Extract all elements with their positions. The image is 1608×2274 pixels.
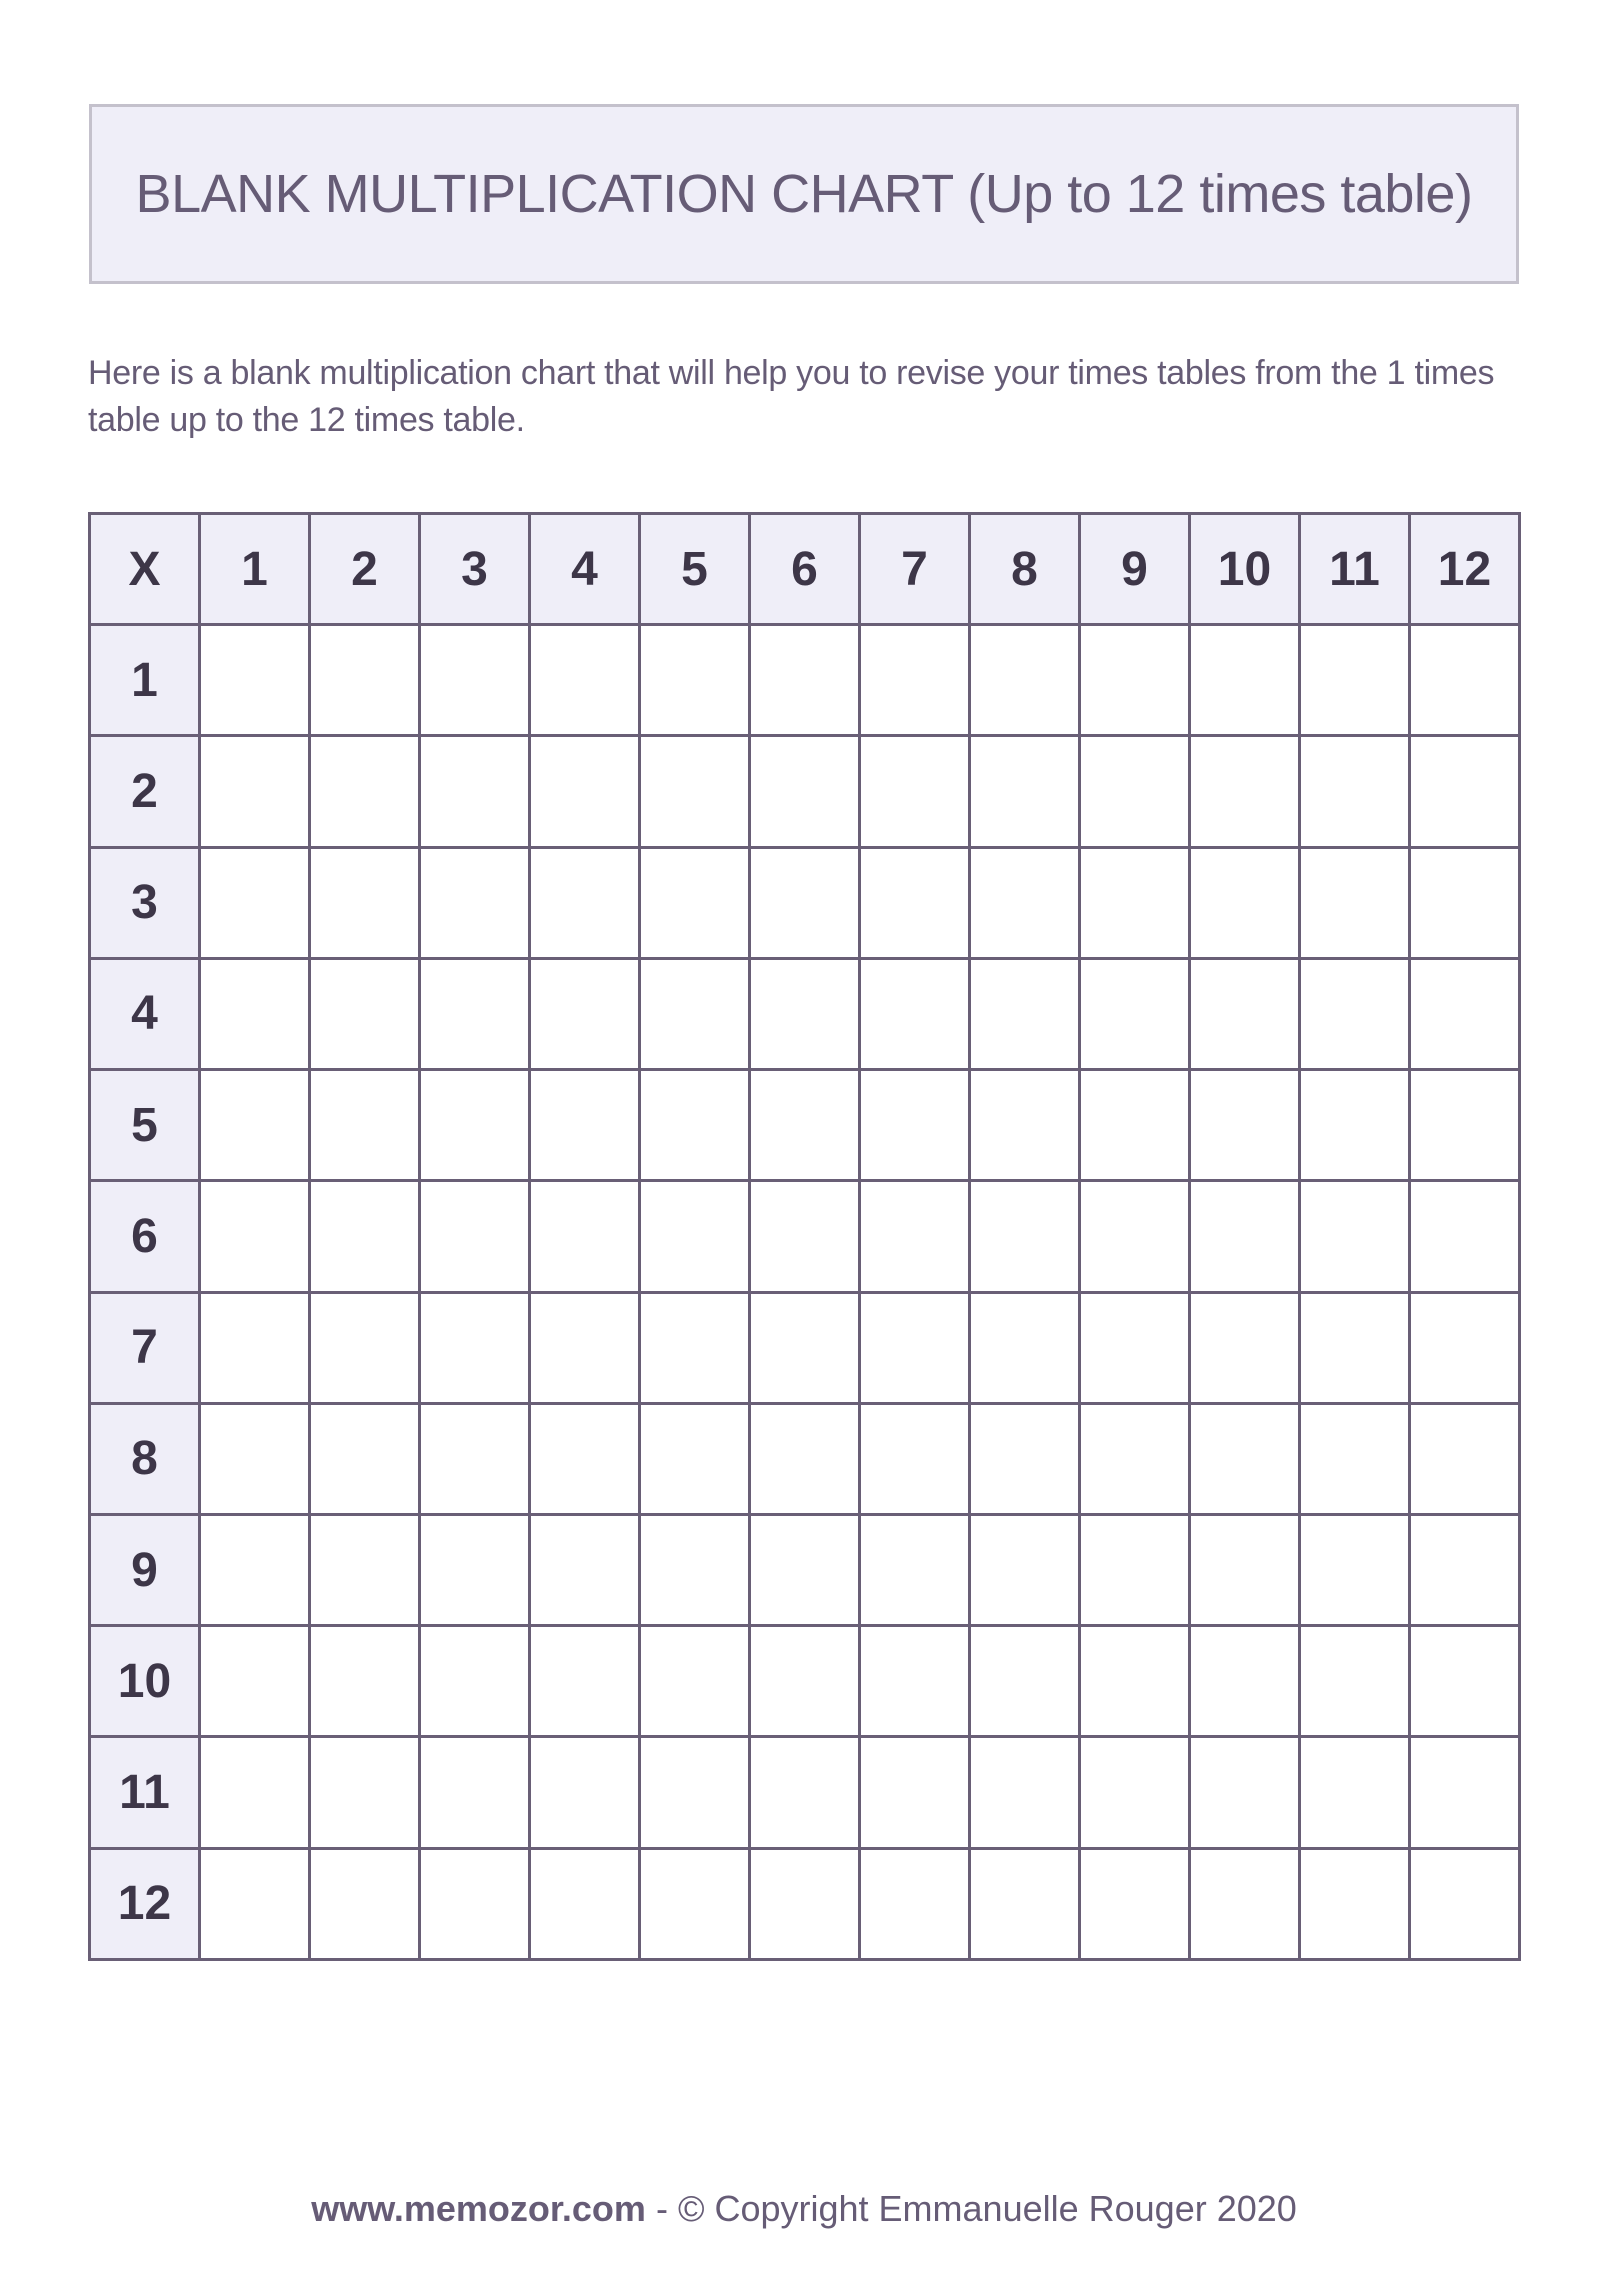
answer-cell[interactable] (530, 1181, 640, 1292)
table-row (90, 958, 1520, 1069)
answer-cell[interactable] (530, 1514, 640, 1625)
answer-cell[interactable] (750, 1070, 860, 1181)
answer-cell[interactable] (860, 1737, 970, 1848)
row-header: 6 (90, 1181, 200, 1292)
answer-cell[interactable] (860, 1403, 970, 1514)
answer-cell[interactable] (530, 1626, 640, 1737)
column-header: 10 (1190, 514, 1300, 625)
answer-cell[interactable] (640, 1626, 750, 1737)
answer-cell[interactable] (1410, 736, 1520, 847)
answer-cell[interactable] (1080, 1070, 1190, 1181)
answer-cell[interactable] (640, 1292, 750, 1403)
column-header: 1 (200, 514, 310, 625)
answer-cell[interactable] (750, 958, 860, 1069)
intro-line-2: table up to the 12 times table. (88, 401, 525, 439)
column-header: 8 (970, 514, 1080, 625)
answer-cell[interactable] (1410, 1181, 1520, 1292)
answer-cell[interactable] (860, 958, 970, 1069)
table-row (90, 1070, 1520, 1181)
answer-cell[interactable] (420, 736, 530, 847)
column-header: 9 (1080, 514, 1190, 625)
answer-cell[interactable] (860, 625, 970, 736)
answer-cell[interactable] (530, 1737, 640, 1848)
answer-cell[interactable] (310, 1626, 420, 1737)
answer-cell[interactable] (750, 736, 860, 847)
answer-cell[interactable] (310, 1181, 420, 1292)
row-header: 11 (90, 1737, 200, 1848)
answer-cell[interactable] (1300, 736, 1410, 847)
answer-cell[interactable] (1300, 1737, 1410, 1848)
answer-cell[interactable] (640, 1181, 750, 1292)
answer-cell[interactable] (970, 1514, 1080, 1625)
answer-cell[interactable] (1300, 1514, 1410, 1625)
answer-cell[interactable] (420, 1737, 530, 1848)
answer-cell[interactable] (970, 625, 1080, 736)
answer-cell[interactable] (200, 1626, 310, 1737)
answer-cell[interactable] (860, 1070, 970, 1181)
answer-cell[interactable] (310, 736, 420, 847)
answer-cell[interactable] (970, 847, 1080, 958)
row-header: 5 (90, 1070, 200, 1181)
answer-cell[interactable] (310, 1514, 420, 1625)
answer-cell[interactable] (640, 1070, 750, 1181)
answer-cell[interactable] (1080, 1626, 1190, 1737)
answer-cell[interactable] (1300, 1403, 1410, 1514)
answer-cell[interactable] (1410, 1737, 1520, 1848)
answer-cell[interactable] (1080, 625, 1190, 736)
answer-cell[interactable] (1080, 1292, 1190, 1403)
answer-cell[interactable] (1300, 1181, 1410, 1292)
table-row (90, 1626, 1520, 1737)
answer-cell[interactable] (970, 1070, 1080, 1181)
answer-cell[interactable] (1080, 847, 1190, 958)
answer-cell[interactable] (310, 847, 420, 958)
column-header: 4 (530, 514, 640, 625)
grid-body (90, 514, 1520, 1960)
answer-cell[interactable] (860, 1181, 970, 1292)
row-header: 4 (90, 958, 200, 1069)
answer-cell[interactable] (310, 958, 420, 1069)
answer-cell[interactable] (1300, 625, 1410, 736)
answer-cell[interactable] (200, 736, 310, 847)
answer-cell[interactable] (750, 1848, 860, 1959)
table-row (90, 736, 1520, 847)
column-header: 3 (420, 514, 530, 625)
answer-cell[interactable] (1300, 847, 1410, 958)
answer-cell[interactable] (310, 1737, 420, 1848)
table-row (90, 1403, 1520, 1514)
answer-cell[interactable] (1080, 1848, 1190, 1959)
answer-cell[interactable] (310, 1403, 420, 1514)
answer-cell[interactable] (1300, 1070, 1410, 1181)
answer-cell[interactable] (200, 1070, 310, 1181)
answer-cell[interactable] (750, 1737, 860, 1848)
multiplication-grid (88, 512, 1521, 1961)
row-header: 2 (90, 736, 200, 847)
answer-cell[interactable] (970, 1181, 1080, 1292)
answer-cell[interactable] (530, 736, 640, 847)
answer-cell[interactable] (1080, 958, 1190, 1069)
answer-cell[interactable] (1300, 1292, 1410, 1403)
row-header: 10 (90, 1626, 200, 1737)
answer-cell[interactable] (750, 1514, 860, 1625)
table-row (90, 1514, 1520, 1625)
answer-cell[interactable] (420, 1070, 530, 1181)
answer-cell[interactable] (750, 1181, 860, 1292)
answer-cell[interactable] (1300, 1848, 1410, 1959)
answer-cell[interactable] (970, 1292, 1080, 1403)
answer-cell[interactable] (1190, 625, 1300, 736)
footer (0, 2188, 1608, 2230)
answer-cell[interactable] (200, 1292, 310, 1403)
answer-cell[interactable] (860, 736, 970, 847)
answer-cell[interactable] (1190, 1181, 1300, 1292)
corner-cell: X (90, 514, 200, 625)
answer-cell[interactable] (970, 1737, 1080, 1848)
row-header: 12 (90, 1848, 200, 1959)
column-header: 12 (1410, 514, 1520, 625)
table-row (90, 1181, 1520, 1292)
table-row (90, 625, 1520, 736)
answer-cell[interactable] (530, 847, 640, 958)
answer-cell[interactable] (1190, 1848, 1300, 1959)
answer-cell[interactable] (750, 1403, 860, 1514)
answer-cell[interactable] (1410, 1514, 1520, 1625)
page-title: BLANK MULTIPLICATION CHART (Up to 12 times table) (135, 164, 1473, 224)
answer-cell[interactable] (640, 1403, 750, 1514)
answer-cell[interactable] (1410, 847, 1520, 958)
table-row (90, 1292, 1520, 1403)
answer-cell[interactable] (200, 1181, 310, 1292)
answer-cell[interactable] (530, 1292, 640, 1403)
answer-cell[interactable] (1080, 1403, 1190, 1514)
footer-copyright: © Copyright Emmanuelle Rouger 2020 (677, 2188, 1297, 2229)
answer-cell[interactable] (310, 1070, 420, 1181)
footer-separator: - (645, 2188, 678, 2229)
answer-cell[interactable] (200, 1514, 310, 1625)
table-row (90, 1848, 1520, 1959)
answer-cell[interactable] (1190, 847, 1300, 958)
answer-cell[interactable] (1190, 1737, 1300, 1848)
answer-cell[interactable] (970, 736, 1080, 847)
column-header: 11 (1300, 514, 1410, 625)
answer-cell[interactable] (750, 1292, 860, 1403)
answer-cell[interactable] (1410, 625, 1520, 736)
answer-cell[interactable] (420, 847, 530, 958)
answer-cell[interactable] (200, 847, 310, 958)
answer-cell[interactable] (420, 625, 530, 736)
answer-cell[interactable] (640, 958, 750, 1069)
answer-cell[interactable] (1410, 1070, 1520, 1181)
answer-cell[interactable] (1190, 1403, 1300, 1514)
answer-cell[interactable] (420, 1292, 530, 1403)
table-row (90, 847, 1520, 958)
header-row (90, 514, 1520, 625)
answer-cell[interactable] (640, 1737, 750, 1848)
answer-cell[interactable] (1410, 1848, 1520, 1959)
answer-cell[interactable] (200, 1403, 310, 1514)
answer-cell[interactable] (750, 625, 860, 736)
answer-cell[interactable] (970, 958, 1080, 1069)
answer-cell[interactable] (530, 625, 640, 736)
answer-cell[interactable] (420, 1848, 530, 1959)
row-header: 7 (90, 1292, 200, 1403)
column-header: 7 (860, 514, 970, 625)
row-header: 9 (90, 1514, 200, 1625)
answer-cell[interactable] (420, 1514, 530, 1625)
answer-cell[interactable] (1300, 958, 1410, 1069)
answer-cell[interactable] (860, 847, 970, 958)
answer-cell[interactable] (530, 1848, 640, 1959)
answer-cell[interactable] (1080, 1737, 1190, 1848)
answer-cell[interactable] (750, 1626, 860, 1737)
answer-cell[interactable] (420, 1626, 530, 1737)
answer-cell[interactable] (1190, 1626, 1300, 1737)
answer-cell[interactable] (420, 958, 530, 1069)
answer-cell[interactable] (1190, 1514, 1300, 1625)
answer-cell[interactable] (640, 847, 750, 958)
column-header: 2 (310, 514, 420, 625)
answer-cell[interactable] (530, 1403, 640, 1514)
answer-cell[interactable] (860, 1292, 970, 1403)
answer-cell[interactable] (310, 1848, 420, 1959)
answer-cell[interactable] (1410, 1626, 1520, 1737)
answer-cell[interactable] (1410, 1292, 1520, 1403)
answer-cell[interactable] (970, 1403, 1080, 1514)
answer-cell[interactable] (1190, 958, 1300, 1069)
answer-cell[interactable] (970, 1848, 1080, 1959)
answer-cell[interactable] (860, 1848, 970, 1959)
answer-cell[interactable] (640, 736, 750, 847)
answer-cell[interactable] (310, 1292, 420, 1403)
table-row (90, 1737, 1520, 1848)
answer-cell[interactable] (1080, 1514, 1190, 1625)
column-header: 6 (750, 514, 860, 625)
answer-cell[interactable] (530, 1070, 640, 1181)
answer-cell[interactable] (860, 1514, 970, 1625)
answer-cell[interactable] (1410, 1403, 1520, 1514)
answer-cell[interactable] (1080, 736, 1190, 847)
answer-cell[interactable] (310, 625, 420, 736)
column-header: 5 (640, 514, 750, 625)
answer-cell[interactable] (970, 1626, 1080, 1737)
answer-cell[interactable] (640, 625, 750, 736)
answer-cell[interactable] (1080, 1181, 1190, 1292)
answer-cell[interactable] (860, 1626, 970, 1737)
row-header: 1 (90, 625, 200, 736)
answer-cell[interactable] (1190, 1070, 1300, 1181)
intro-line-1: Here is a blank multiplication chart that will help you to revise your times tables from the 1 times (88, 354, 1495, 392)
answer-cell[interactable] (420, 1403, 530, 1514)
answer-cell[interactable] (200, 625, 310, 736)
intro-paragraph (88, 350, 1528, 444)
answer-cell[interactable] (200, 1737, 310, 1848)
answer-cell[interactable] (640, 1848, 750, 1959)
answer-cell[interactable] (200, 958, 310, 1069)
answer-cell[interactable] (1300, 1626, 1410, 1737)
answer-cell[interactable] (640, 1514, 750, 1625)
answer-cell[interactable] (750, 847, 860, 958)
answer-cell[interactable] (200, 1848, 310, 1959)
answer-cell[interactable] (1190, 1292, 1300, 1403)
title-banner (89, 104, 1519, 284)
row-header: 3 (90, 847, 200, 958)
row-header: 8 (90, 1403, 200, 1514)
footer-site-link[interactable]: www.memozor.com (311, 2188, 646, 2229)
answer-cell[interactable] (530, 958, 640, 1069)
answer-cell[interactable] (1410, 958, 1520, 1069)
answer-cell[interactable] (420, 1181, 530, 1292)
answer-cell[interactable] (1190, 736, 1300, 847)
